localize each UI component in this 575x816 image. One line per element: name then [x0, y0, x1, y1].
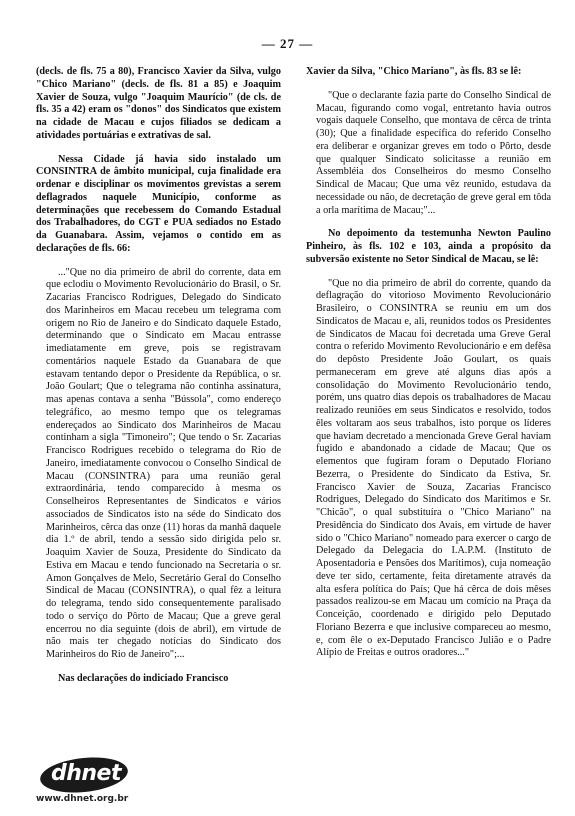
left-quote-1: ..."Que no dia primeiro de abril do corrente, data em que eclodiu o Movimento Revolucionário do Brasil, o Sr. Zacarias Francisco Rodrigues, Delegado do Sindicato dos Marinheiros em Macau recebeu um telegrama com origem no Rio de Janeiro e do Sindicato daquele Estado, determinando que o Sindicato em Macau entrasse imediatamente em greve, pois se registravam comentários naquele Estado da Guanabara de que estavam tentando depor o Presidente da República, o sr. João Goulart; Que o telegrama não continha assinatura, mas apenas contava a senha "Bússola", como endereço telegráfico, ao mesmo tempo que os telegramas endereçados ao Sindicato dos Marinheiros de Macau continham a sigla "Timoneiro"; Que tendo o Sr. Zacarias Francisco Rodrigues recebido o telegrama do Rio de Janeiro, imediatamente convocou o Conselho Sindical de Macau (CONSINTRA) para uma reunião geral extraordinária, tendo comparecido à mesma os Conselheiros Representantes de Sindicatos e vários associados de Sindicatos isto na séde do Sindicato dos Marinheiros, cêrca das onze (11) horas da manhã daquele dia 1.º de abril, tendo a sessão sido dirigida pelo sr. Joaquim Xavier de Souza, Presidente do Sindicato da Estiva em Macau e tendo funcionado na Secretaria o sr. Amon Gonçalves de Melo, Secretário Geral do Conselho Sindical de Macau (CONSINTRA), o qual fêz a leitura do telegrama, tendo sido consequentemente paralisado todo o serviço do Pôrto de Macau; Que a greve geral encerrou no dia seguinte (dois de abril), em virtude de não mais ter chegado notícias do Sindicato dos Marinheiros do Rio de Janeiro";...	[46, 266, 281, 660]
page-number: — 27 —	[261, 36, 314, 51]
logo-text: dhnet	[50, 761, 121, 786]
dhnet-logo	[36, 758, 146, 808]
left-paragraph-2: Nessa Cidade já havia sido instalado um CONSINTRA de âmbito municipal, cuja finalidade era ordenar e disciplinar os movimentos grevistas a serem deflagrados naquele Município, conforme as determinações que recebessem do Comando Estadual dos Trabalhadores, do CGT e PUA sediados no Estado da Guanabara. Assim, vejamos o contido em as declarações de fls. 66:	[36, 153, 281, 254]
left-column	[36, 66, 281, 686]
left-paragraph-1: (decls. de fls. 75 a 80), Francisco Xavier da Silva, vulgo "Chico Mariano" (decls. de fls. 81 a 85) e Joaquim Xavier de Souza, vulgo "Joaquim Maurício" (de cls. de fls. 35 a 42) eram os "donos" dos Sindicatos que existem na cidade de Macau e cujos filiados se dedicam a atividades portuárias e extrativas de sal.	[36, 66, 281, 141]
logo-url: www.dhnet.org.br	[36, 794, 129, 804]
right-paragraph-2: No depoimento da testemunha Newton Paulino Pinheiro, às fls. 102 e 103, ainda a propósito da subversão existente no Setor Sindical de Macau, se lê:	[306, 228, 551, 265]
right-paragraph-1: Xavier da Silva, "Chico Mariano", às fls. 83 se lê:	[306, 66, 522, 77]
right-quote-2: "Que no dia primeiro de abril do corrente, quando da deflagração do vitorioso Movimento Revolucionário Brasileiro, o CONSINTRA se reuniu em um dos Sindicatos de Macau e, ali, reunidos todos os Presidentes de Sindicatos de Macau foi decretada uma Greve Geral contra o referido Movimento Revolucionário e em defêsa do depôsto Presidente João Goulart, os quais permaneceram em greve até alguns dias após a consolidação do Movimento Revolucionário tendo, porém, uns quatro dias depois os trabalhadores de Macau realizado reuniões em seus Sindicatos e resolvido, todos êles voltaram aos seus trabalhos, isto porque os líderes que haviam decretado a mencionada Greve Geral haviam fugido e abandonado a cidade de Macau; Que os elementos que fugiram foram o Deputado Floriano Bezerra, o Presidente do Sindicato da Estiva, Sr. Francisco Xavier de Souza, Zacarias Francisco Rodrigues, Delegado do Sindicato dos Marítimos e Sr. "Chicão", o qual substituíra o "Chico Mariano" na Presidência do Sindicato dos Avais, em virtude de haver sido o "Chico Mariano" nomeado para exercer o cargo de Delegado da Delegacia do I.A.P.M. (Instituto de Aposentadoria e Pensões dos Marítimos), cuja nomeação deve ter sido, certamente, feita diretamente através da alta esfera política do País; Que há cêrca de dois mêses passados realizou-se em Macau um comício na Praça da Conceição, coordenado e dirigido pelo Deputado Floriano Bezerra e que inclusive compareceu ao mesmo, e, com êle o ex-Deputado Francisco Julião e o Padre Alípio de Freitas e outros oradores..."	[316, 277, 551, 659]
right-column	[306, 66, 551, 660]
left-paragraph-3: Nas declarações do indiciado Francisco	[58, 672, 229, 684]
right-quote-1: "Que o declarante fazia parte do Conselho Sindical de Macau, figurando como vogal, entretanto havia outros vogais daquele Conselho, que montava de cêrca de trinta (30); Que a finalidade específica do referido Conselho era deliberar e organizar greves em todo o Pôrto, desde que qualquer Sindicato solicitasse a reunião em Assembléia dos Conselheiros do mesmo Conselho Sindical de Macau; Que uma vêz reunido, estudava da necessidade ou não, de decretação de greve geral em tôda a orla marítima de Macau;"...	[316, 89, 551, 216]
